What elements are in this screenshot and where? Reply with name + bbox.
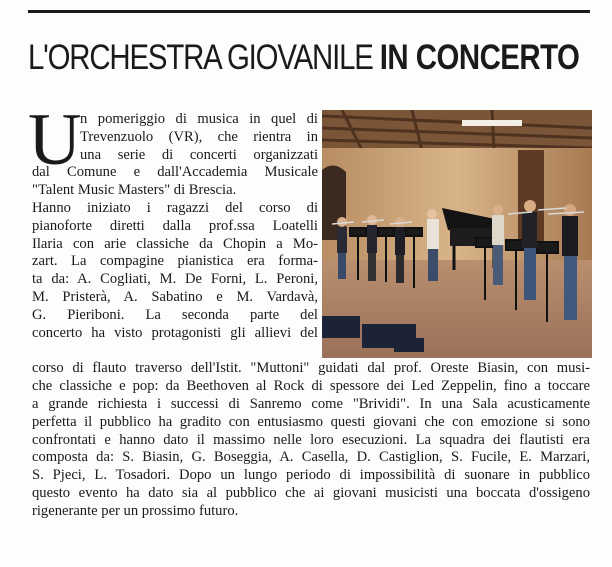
text-line: perfetta il pubblico ha gradito con entusiasmo questi giovani che con emozione si sono [32, 413, 590, 430]
left-column [32, 200, 318, 342]
text-line: rigenerante per un prossimo futuro. [32, 503, 239, 520]
text-line: confrontati e hanno dato il massimo nelle loro esecuzioni. La squadra dei flautisti era [32, 431, 590, 448]
intro-paragraph [32, 111, 318, 200]
text-line: n pomeriggio di musica in quel di [80, 111, 318, 127]
text-line: pianoforte diretti dalla prof.ssa Loatelli [32, 217, 318, 234]
text-line: M. Pristerà, A. Sabatino e M. Vardavà, [32, 288, 318, 305]
text-line: composta da: S. Biasin, G. Boseggia, A. Casella, D. Castiglion, S. Fucile, E. Marzari, [32, 449, 590, 466]
top-rule [28, 10, 590, 13]
headline-bold: IN CONCERTO [379, 38, 580, 77]
text-line: G. Pieriboni. La seconda parte del [32, 306, 318, 323]
text-line: Trevenzuolo (VR), che rientra in [80, 128, 318, 145]
concert-photo [322, 110, 592, 358]
text-line: dal Comune e dall'Accademia Musicale [32, 164, 318, 181]
text-line: corso di flauto traverso dell'Istit. "Muttoni" guidati dal prof. Oreste Biasin, con musi- [32, 360, 590, 376]
text-line: concerto ha visto protagonisti gli allievi del [32, 324, 318, 341]
text-line: a grande richiesta i successi di Sanremo come "Brividi". In una Sala acusticamente [32, 395, 590, 412]
text-line: S. Pjeci, L. Tosadori. Dopo un lungo periodo di impossibilità di suonare in pubblico [32, 467, 590, 484]
text-line: Ilaria con arie classiche da Chopin a Mo- [32, 235, 318, 252]
concert-photo-illustration [322, 110, 592, 358]
headline [28, 38, 580, 78]
text-line: questo evento ha dato sia al pubblico che ai giovani musicisti una boccata d'ossigeno [32, 485, 590, 502]
full-width-paragraph [32, 360, 590, 521]
text-line: zart. La compagine pianistica era forma- [32, 253, 318, 270]
text-line: ta da: A. Cogliati, M. De Forni, L. Peroni, [32, 271, 318, 288]
drop-cap: U [28, 99, 82, 181]
text-line: Hanno iniziato i ragazzi del corso di [32, 200, 318, 216]
text-line: una serie di concerti organizzati [80, 146, 318, 163]
text-line: "Talent Music Masters" di Brescia. [32, 182, 237, 199]
headline-light: L'ORCHESTRA GIOVANILE [28, 38, 373, 77]
text-line: che classiche e pop: da Beethoven al Rock di spessore dei Led Zeppelin, fino a toccare [32, 377, 590, 394]
